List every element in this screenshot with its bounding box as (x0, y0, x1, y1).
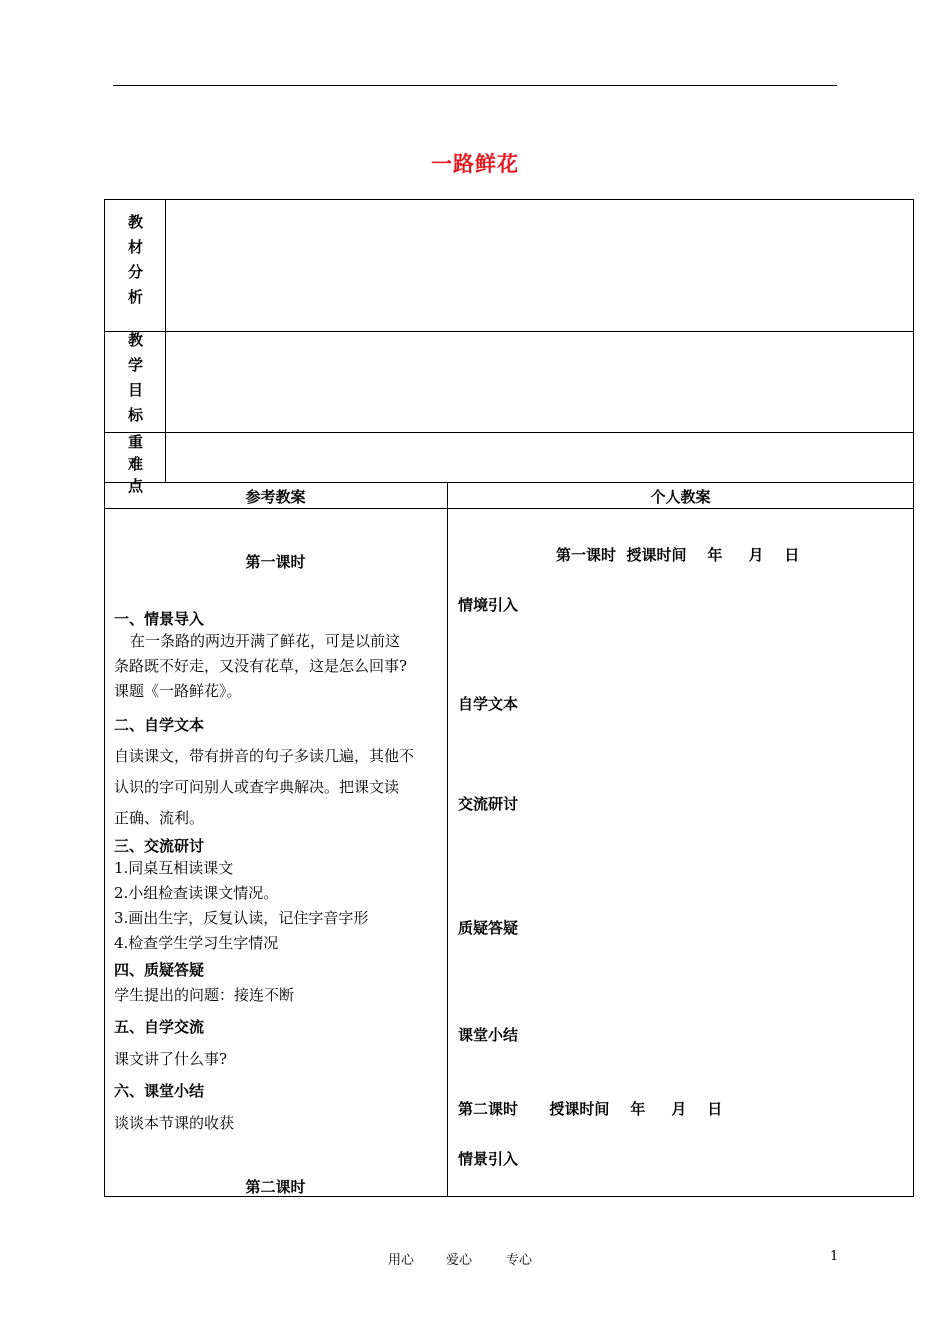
personal-item: 课堂小结 (458, 1026, 519, 1044)
column-header-personal: 个人教案 (650, 488, 711, 506)
personal-item: 交流研讨 (458, 795, 519, 813)
paragraph-line: 正确、流利。 (114, 809, 205, 827)
list-item: 2.小组检查读课文情况。 (114, 884, 279, 902)
lesson1-schedule-header: 第一课时 授课时间 年 月 日 (556, 546, 800, 564)
paragraph-line: 条路既不好走，又没有花草，这是怎么回事? (114, 657, 408, 675)
row-label-teaching-goals: 教学目标 (126, 332, 144, 432)
section-heading: 一、情景导入 (114, 610, 205, 628)
section-paragraph (114, 741, 444, 834)
personal-item: 自学文本 (458, 695, 519, 713)
section-paragraph (114, 629, 444, 704)
section-text: 课文讲了什么事? (114, 1050, 228, 1068)
personal-item: 情境引入 (458, 596, 519, 614)
footer-motto: 爱心 (446, 1253, 473, 1268)
lesson1-heading: 第一课时 (245, 553, 306, 571)
row-divider (104, 508, 914, 509)
list-item: 4.检查学生学习生字情况 (114, 934, 279, 952)
list-item: 1.同桌互相读课文 (114, 859, 234, 877)
paragraph-line: 自读课文，带有拼音的句子多读几遍，其他不 (114, 747, 415, 765)
row-divider (104, 432, 914, 433)
footer-motto: 专心 (506, 1253, 533, 1268)
paragraph-line: 在一条路的两边开满了鲜花，可是以前这 (130, 632, 401, 650)
lesson2-schedule-header: 第二课时 授课时间 年 月 日 (458, 1100, 723, 1118)
column-divider (447, 482, 448, 1197)
row-divider (104, 482, 914, 483)
section-heading: 四、质疑答疑 (114, 961, 205, 979)
label-column-divider (165, 199, 166, 482)
paragraph-line: 认识的字可问别人或查字典解决。把课文读 (114, 778, 400, 796)
section-text: 谈谈本节课的收获 (114, 1114, 235, 1132)
row-label-key-points: 重难点 (126, 434, 144, 500)
personal-item: 情景引入 (458, 1150, 519, 1168)
section-list (114, 856, 444, 956)
footer-motto: 用心 (388, 1253, 415, 1268)
section-heading: 六、课堂小结 (114, 1082, 205, 1100)
section-heading: 五、自学交流 (114, 1018, 205, 1036)
page-number: 1 (830, 1249, 839, 1264)
paragraph-line: 课题《一路鲜花》。 (114, 682, 242, 700)
header-rule (113, 85, 837, 86)
page-title: 一路鲜花 (431, 152, 519, 176)
lesson2-heading: 第二课时 (245, 1178, 306, 1196)
personal-item: 质疑答疑 (458, 919, 519, 937)
row-divider (104, 331, 914, 332)
row-label-material-analysis: 教材分析 (126, 214, 144, 314)
list-item: 3.画出生字，反复认读，记住字音字形 (114, 909, 369, 927)
column-header-reference: 参考教案 (245, 488, 306, 506)
section-heading: 二、自学文本 (114, 716, 205, 734)
section-heading: 三、交流研讨 (114, 837, 205, 855)
section-text: 学生提出的问题：接连不断 (114, 986, 295, 1004)
